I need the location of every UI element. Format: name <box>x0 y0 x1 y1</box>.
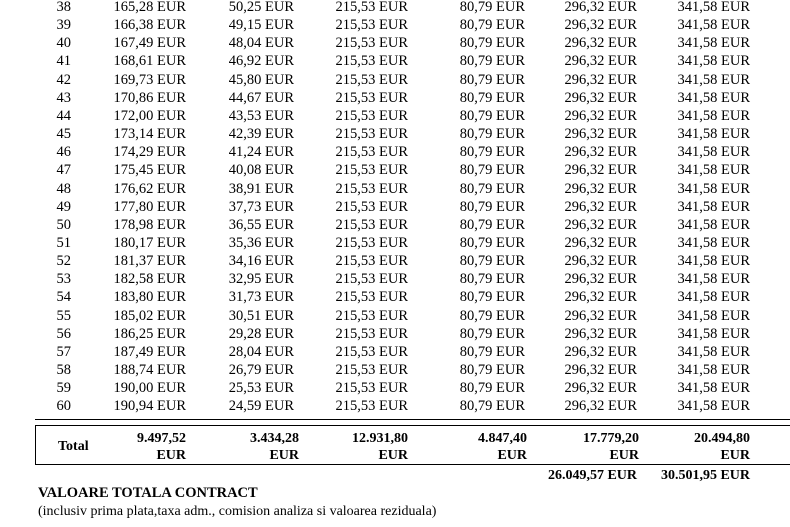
total-unit: EUR <box>497 448 527 463</box>
col-total: 296,32 EUR <box>564 380 637 397</box>
total-col6 <box>694 430 750 464</box>
col-installment: 215,53 EUR <box>335 53 408 70</box>
col-capital: 187,49 EUR <box>113 343 186 360</box>
col-total-vat: 341,58 EUR <box>677 343 750 360</box>
col-total-vat: 341,58 EUR <box>677 162 750 179</box>
col-capital: 190,94 EUR <box>113 398 186 415</box>
col-vat: 80,79 EUR <box>459 126 525 143</box>
table-row <box>0 71 790 89</box>
col-vat: 80,79 EUR <box>459 162 525 179</box>
col-total-vat: 341,58 EUR <box>677 71 750 88</box>
col-installment: 215,53 EUR <box>335 107 408 124</box>
col-interest: 49,15 EUR <box>228 17 294 34</box>
col-vat: 80,79 EUR <box>459 362 525 378</box>
table-row <box>0 270 790 288</box>
col-total-vat: 341,58 EUR <box>677 216 750 233</box>
col-total: 296,32 EUR <box>564 126 637 143</box>
col-interest: 41,24 EUR <box>228 144 294 161</box>
col-installment: 215,53 EUR <box>335 271 408 288</box>
col-capital: 178,98 EUR <box>113 216 186 233</box>
col-capital: 176,62 EUR <box>113 180 186 197</box>
col-installment: 215,53 EUR <box>335 0 408 15</box>
col-vat: 80,79 EUR <box>459 35 525 52</box>
col-total-vat: 341,58 EUR <box>677 53 750 70</box>
col-total: 296,32 EUR <box>564 234 637 251</box>
col-capital: 183,80 EUR <box>113 289 186 306</box>
col-vat: 80,79 EUR <box>459 89 525 106</box>
installment-number: 49 <box>56 198 71 215</box>
col-capital: 175,45 EUR <box>113 162 186 179</box>
table-row <box>0 89 790 107</box>
total-col5 <box>583 430 639 464</box>
col-installment: 215,53 EUR <box>335 17 408 34</box>
col-installment: 215,53 EUR <box>335 307 408 324</box>
col-interest: 45,80 EUR <box>228 71 294 88</box>
col-interest: 25,53 EUR <box>228 380 294 397</box>
col-installment: 215,53 EUR <box>335 216 408 233</box>
installment-number: 47 <box>56 162 71 179</box>
col-total-vat: 341,58 EUR <box>677 325 750 342</box>
col-vat: 80,79 EUR <box>459 53 525 70</box>
col-total-vat: 341,58 EUR <box>677 144 750 161</box>
total-amount: 3.434,28 <box>250 431 299 446</box>
table-row <box>0 252 790 270</box>
col-total-vat: 341,58 EUR <box>677 198 750 215</box>
installment-number: 40 <box>56 35 71 52</box>
col-capital: 165,28 EUR <box>113 0 186 15</box>
col-total: 296,32 EUR <box>564 35 637 52</box>
installment-number: 57 <box>56 343 71 360</box>
table-row <box>0 343 790 361</box>
col-vat: 80,79 EUR <box>459 180 525 197</box>
col-capital: 186,25 EUR <box>113 325 186 342</box>
installment-number: 42 <box>56 71 71 88</box>
table-row <box>0 216 790 234</box>
col-total-vat: 341,58 EUR <box>677 307 750 324</box>
total-unit: EUR <box>156 448 186 463</box>
col-capital: 188,74 EUR <box>113 362 186 378</box>
col-interest: 50,25 EUR <box>228 0 294 15</box>
total-amount: 12.931,80 <box>352 431 408 446</box>
total-col4 <box>478 430 527 464</box>
col-total-vat: 341,58 EUR <box>677 380 750 397</box>
col-interest: 37,73 EUR <box>228 198 294 215</box>
totals-top-rule <box>35 425 790 426</box>
col-vat: 80,79 EUR <box>459 234 525 251</box>
col-interest: 46,92 EUR <box>228 53 294 70</box>
col-vat: 80,79 EUR <box>459 325 525 342</box>
col-total-vat: 341,58 EUR <box>677 17 750 34</box>
col-vat: 80,79 EUR <box>459 107 525 124</box>
col-capital: 166,38 EUR <box>113 17 186 34</box>
installment-number: 54 <box>56 289 71 306</box>
table-row <box>0 125 790 143</box>
col-interest: 42,39 EUR <box>228 126 294 143</box>
installment-number: 50 <box>56 216 71 233</box>
col-total: 296,32 EUR <box>564 398 637 415</box>
col-interest: 31,73 EUR <box>228 289 294 306</box>
col-total: 296,32 EUR <box>564 307 637 324</box>
col-vat: 80,79 EUR <box>459 17 525 34</box>
col-capital: 190,00 EUR <box>113 380 186 397</box>
installment-number: 60 <box>56 398 71 415</box>
col-vat: 80,79 EUR <box>459 216 525 233</box>
installment-number: 38 <box>56 0 71 15</box>
table-row <box>0 379 790 397</box>
col-total: 296,32 EUR <box>564 0 637 15</box>
installment-number: 52 <box>56 253 71 270</box>
table-row <box>0 234 790 252</box>
col-capital: 181,37 EUR <box>113 253 186 270</box>
total-amount: 20.494,80 <box>694 431 750 446</box>
col-total: 296,32 EUR <box>564 144 637 161</box>
col-capital: 174,29 EUR <box>113 144 186 161</box>
total-unit: EUR <box>269 448 299 463</box>
table-row <box>0 325 790 343</box>
col-capital: 185,02 EUR <box>113 307 186 324</box>
col-total-vat: 341,58 EUR <box>677 89 750 106</box>
col-installment: 215,53 EUR <box>335 253 408 270</box>
col-installment: 215,53 EUR <box>335 234 408 251</box>
table-row <box>0 52 790 70</box>
col-total-vat: 341,58 EUR <box>677 126 750 143</box>
col-installment: 215,53 EUR <box>335 71 408 88</box>
col-capital: 167,49 EUR <box>113 35 186 52</box>
col-installment: 215,53 EUR <box>335 89 408 106</box>
col-vat: 80,79 EUR <box>459 0 525 15</box>
total-amount: 4.847,40 <box>478 431 527 446</box>
col-interest: 40,08 EUR <box>228 162 294 179</box>
col-total-vat: 341,58 EUR <box>677 398 750 415</box>
installment-number: 53 <box>56 271 71 288</box>
col-total: 296,32 EUR <box>564 289 637 306</box>
col-total: 296,32 EUR <box>564 180 637 197</box>
col-total-vat: 341,58 EUR <box>677 107 750 124</box>
total-unit: EUR <box>378 448 408 463</box>
col-interest: 48,04 EUR <box>228 35 294 52</box>
totals-bottom-rule <box>35 464 790 465</box>
col-total-vat: 341,58 EUR <box>677 0 750 15</box>
col-total-vat: 341,58 EUR <box>677 271 750 288</box>
table-row <box>0 180 790 198</box>
col-interest: 32,95 EUR <box>228 271 294 288</box>
installment-number: 48 <box>56 180 71 197</box>
installment-number: 39 <box>56 17 71 34</box>
col-installment: 215,53 EUR <box>335 289 408 306</box>
total-col2 <box>250 430 299 464</box>
installment-number: 56 <box>56 325 71 342</box>
table-row <box>0 161 790 179</box>
col-installment: 215,53 EUR <box>335 325 408 342</box>
col-capital: 168,61 EUR <box>113 53 186 70</box>
col-interest: 29,28 EUR <box>228 325 294 342</box>
col-interest: 35,36 EUR <box>228 234 294 251</box>
col-total: 296,32 EUR <box>564 253 637 270</box>
installment-number: 55 <box>56 307 71 324</box>
table-row <box>0 0 790 16</box>
col-total: 296,32 EUR <box>564 362 637 378</box>
col-installment: 215,53 EUR <box>335 180 408 197</box>
col-vat: 80,79 EUR <box>459 253 525 270</box>
contract-total-title: VALOARE TOTALA CONTRACT <box>38 485 258 501</box>
col-interest: 38,91 EUR <box>228 180 294 197</box>
col-installment: 215,53 EUR <box>335 35 408 52</box>
col-total: 296,32 EUR <box>564 271 637 288</box>
col-capital: 182,58 EUR <box>113 271 186 288</box>
table-left-border <box>35 425 36 465</box>
col-total: 296,32 EUR <box>564 17 637 34</box>
col-interest: 24,59 EUR <box>228 398 294 415</box>
table-row <box>0 361 790 379</box>
installment-number: 51 <box>56 234 71 251</box>
col-total: 296,32 EUR <box>564 343 637 360</box>
col-total-vat: 341,58 EUR <box>677 180 750 197</box>
col-vat: 80,79 EUR <box>459 398 525 415</box>
col-vat: 80,79 EUR <box>459 144 525 161</box>
installment-number: 59 <box>56 380 71 397</box>
installment-number: 45 <box>56 126 71 143</box>
col-total: 296,32 EUR <box>564 162 637 179</box>
col-interest: 43,53 EUR <box>228 107 294 124</box>
col-interest: 44,67 EUR <box>228 89 294 106</box>
col-total-vat: 341,58 EUR <box>677 362 750 378</box>
col-interest: 30,51 EUR <box>228 307 294 324</box>
table-row <box>0 107 790 125</box>
col-installment: 215,53 EUR <box>335 144 408 161</box>
col-total: 296,32 EUR <box>564 325 637 342</box>
table-row <box>0 397 790 415</box>
table-row <box>0 307 790 325</box>
table-bottom-rule <box>35 419 790 420</box>
col-total-vat: 341,58 EUR <box>677 289 750 306</box>
col-vat: 80,79 EUR <box>459 380 525 397</box>
total-amount: 9.497,52 <box>137 431 186 446</box>
col-total: 296,32 EUR <box>564 89 637 106</box>
col-vat: 80,79 EUR <box>459 289 525 306</box>
installment-number: 43 <box>56 89 71 106</box>
col-vat: 80,79 EUR <box>459 71 525 88</box>
table-row <box>0 16 790 34</box>
total-unit: EUR <box>720 448 750 463</box>
col-installment: 215,53 EUR <box>335 343 408 360</box>
col-interest: 26,79 EUR <box>228 362 294 378</box>
installment-number: 46 <box>56 144 71 161</box>
col-capital: 173,14 EUR <box>113 126 186 143</box>
col-capital: 172,00 EUR <box>113 107 186 124</box>
col-vat: 80,79 EUR <box>459 198 525 215</box>
col-capital: 177,80 EUR <box>113 198 186 215</box>
total-amount: 17.779,20 <box>583 431 639 446</box>
col-installment: 215,53 EUR <box>335 362 408 378</box>
col-capital: 180,17 EUR <box>113 234 186 251</box>
installment-number: 41 <box>56 53 71 70</box>
table-row <box>0 143 790 161</box>
table-row <box>0 198 790 216</box>
col-total: 296,32 EUR <box>564 107 637 124</box>
total-unit: EUR <box>609 448 639 463</box>
col-interest: 34,16 EUR <box>228 253 294 270</box>
col-capital: 169,73 EUR <box>113 71 186 88</box>
installment-number: 58 <box>56 362 71 378</box>
col-total-vat: 341,58 EUR <box>677 234 750 251</box>
col-vat: 80,79 EUR <box>459 343 525 360</box>
table-row <box>0 34 790 52</box>
col-total: 296,32 EUR <box>564 71 637 88</box>
total-col3 <box>352 430 408 464</box>
col-total: 296,32 EUR <box>564 216 637 233</box>
col-total: 296,32 EUR <box>564 198 637 215</box>
table-row <box>0 288 790 306</box>
contract-total-with-vat: 30.501,95 EUR <box>660 468 750 483</box>
col-installment: 215,53 EUR <box>335 398 408 415</box>
totals-label: Total <box>58 439 89 454</box>
col-vat: 80,79 EUR <box>459 307 525 324</box>
col-installment: 215,53 EUR <box>335 162 408 179</box>
installment-number: 44 <box>56 107 71 124</box>
col-total-vat: 341,58 EUR <box>677 253 750 270</box>
col-capital: 170,86 EUR <box>113 89 186 106</box>
col-total-vat: 341,58 EUR <box>677 35 750 52</box>
col-installment: 215,53 EUR <box>335 126 408 143</box>
col-interest: 28,04 EUR <box>228 343 294 360</box>
contract-total-without-vat: 26.049,57 EUR <box>547 468 637 483</box>
col-total: 296,32 EUR <box>564 53 637 70</box>
col-vat: 80,79 EUR <box>459 271 525 288</box>
col-installment: 215,53 EUR <box>335 380 408 397</box>
col-installment: 215,53 EUR <box>335 198 408 215</box>
total-col1 <box>137 430 186 464</box>
contract-total-note: (inclusiv prima plata,taxa adm., comision analiza si valoarea reziduala) <box>38 504 437 519</box>
col-interest: 36,55 EUR <box>228 216 294 233</box>
